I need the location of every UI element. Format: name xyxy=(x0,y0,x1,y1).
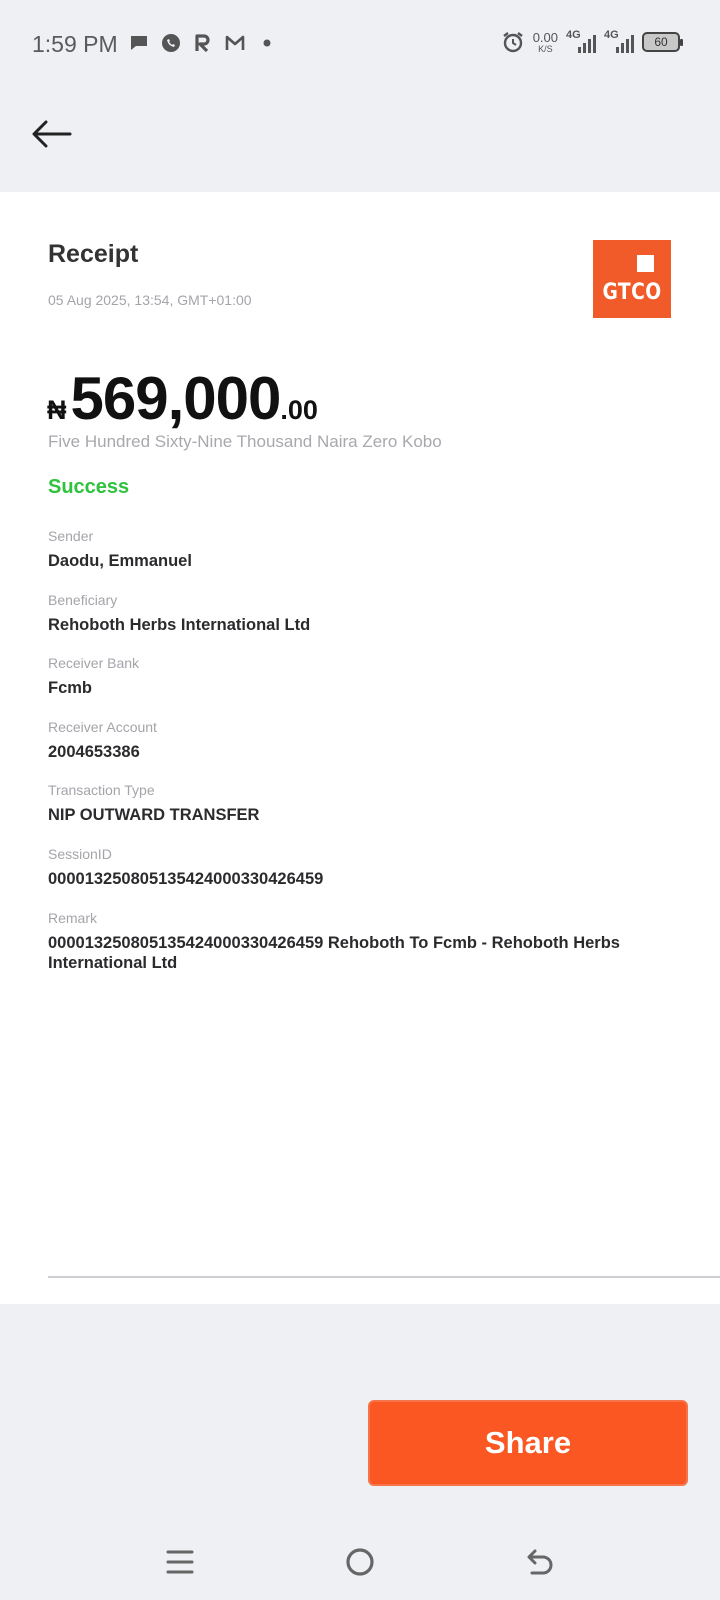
signal-2 xyxy=(604,31,634,53)
status-right xyxy=(501,30,680,54)
receipt-card xyxy=(0,192,720,1304)
more-dot-icon xyxy=(256,32,278,54)
field-label: Beneficiary xyxy=(48,592,118,608)
field-label: Receiver Bank xyxy=(48,655,140,671)
field-label: Sender xyxy=(48,528,94,544)
back-button[interactable] xyxy=(30,116,76,152)
field-value: NIP OUTWARD TRANSFER xyxy=(48,806,260,824)
field-label: SessionID xyxy=(48,846,112,862)
field-value: 000013250805135424000330426459 xyxy=(48,870,324,888)
field-value: Fcmb xyxy=(48,679,93,697)
field-value: Rehoboth Herbs International Ltd xyxy=(48,616,311,634)
status-bar xyxy=(0,0,720,90)
back-nav-icon xyxy=(524,1546,556,1578)
field-beneficiary xyxy=(48,592,688,636)
signal-2-label: 4G xyxy=(604,29,619,41)
r-app-icon xyxy=(192,32,214,54)
currency-symbol: ₦ xyxy=(47,395,67,425)
divider xyxy=(48,1276,720,1278)
field-value: 2004653386 xyxy=(48,743,140,761)
field-remark xyxy=(48,910,688,974)
notification-icons xyxy=(128,32,278,54)
whatsapp-icon xyxy=(160,32,182,54)
system-nav-bar xyxy=(0,1530,720,1600)
menu-button[interactable] xyxy=(160,1542,200,1582)
status-time: 1:59 PM xyxy=(32,31,118,57)
chat-bubble-icon xyxy=(128,32,150,54)
menu-icon xyxy=(165,1547,195,1577)
receipt-date: 05 Aug 2025, 13:54, GMT+01:00 xyxy=(48,292,252,308)
home-circle-icon xyxy=(344,1546,376,1578)
arrow-left-icon xyxy=(30,119,72,149)
amount-main: 569,000 xyxy=(70,365,281,432)
signal-1-label: 4G xyxy=(566,29,581,41)
field-label: Remark xyxy=(48,910,98,926)
back-nav-button[interactable] xyxy=(520,1542,560,1582)
network-speed xyxy=(533,31,558,54)
receipt-title: Receipt xyxy=(48,240,139,268)
home-button[interactable] xyxy=(340,1542,380,1582)
status-text: Success xyxy=(48,476,130,498)
logo-text: GTCO xyxy=(602,280,662,305)
network-speed-unit: K/S xyxy=(538,43,553,54)
amount-decimal: .00 xyxy=(280,395,318,425)
field-session-id xyxy=(48,846,688,890)
network-speed-value: 0.00 xyxy=(532,29,558,45)
field-label: Transaction Type xyxy=(48,782,155,798)
share-button[interactable]: Share xyxy=(368,1400,688,1486)
field-label: Receiver Account xyxy=(48,719,157,735)
battery-icon xyxy=(642,32,680,52)
field-value: Daodu, Emmanuel xyxy=(48,552,192,570)
field-value: 000013250805135424000330426459 Rehoboth To Fcmb - Rehoboth Herbs International Ltd xyxy=(48,934,620,972)
field-receiver-bank xyxy=(48,655,688,699)
gmail-icon xyxy=(224,32,246,54)
gtco-logo xyxy=(593,240,671,318)
field-sender xyxy=(48,528,688,572)
amount-in-words: Five Hundred Sixty-Nine Thousand Naira Zero Kobo xyxy=(48,432,442,451)
field-transaction-type xyxy=(48,782,688,826)
signal-1 xyxy=(566,31,596,53)
battery-level: 60 xyxy=(654,35,668,49)
amount xyxy=(47,364,318,433)
alarm-icon xyxy=(501,30,525,54)
logo-square xyxy=(637,255,654,272)
field-receiver-account xyxy=(48,719,688,763)
